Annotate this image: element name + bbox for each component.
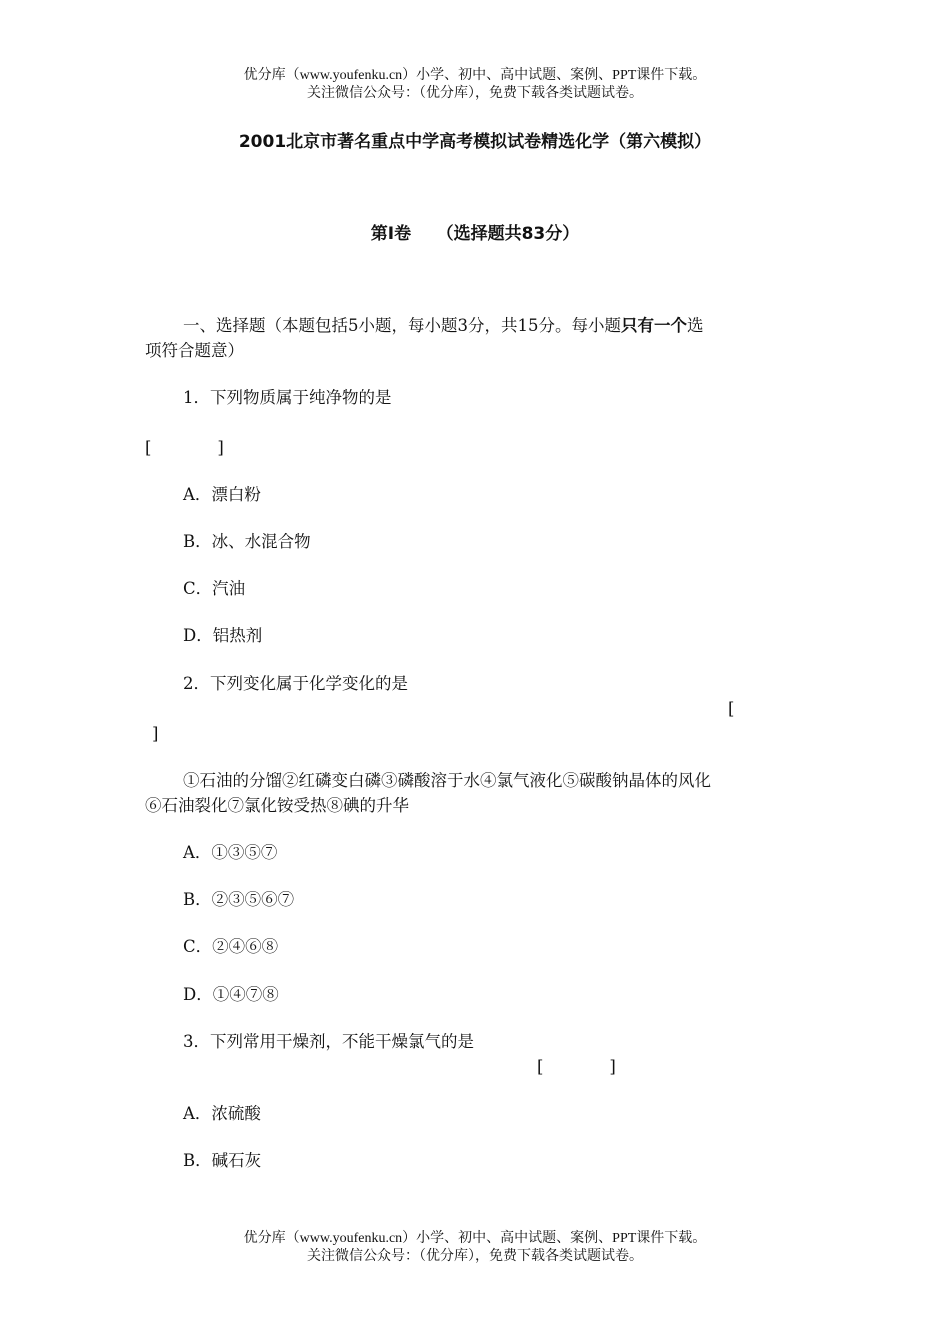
- header-line-1: 优分库（www.youfenku.cn）小学、初中、高中试题、案例、PPT课件下载。: [243, 68, 707, 83]
- question-2-bracket-close: ]: [152, 724, 159, 743]
- question-1-option-d: D．铝热剂: [183, 626, 263, 645]
- question-2-detail-line-2: ⑥石油裂化⑦氯化铵受热⑧碘的升华: [145, 796, 409, 815]
- question-1-option-a: A．漂白粉: [183, 485, 261, 504]
- question-3-option-b: B．碱石灰: [183, 1151, 262, 1170]
- instructions-text-end: 选: [687, 316, 704, 335]
- footer-line-1: 优分库（www.youfenku.cn）小学、初中、高中试题、案例、PPT课件下载。: [243, 1231, 707, 1246]
- question-2-detail-line-1: ①石油的分馏②红磷变白磷③磷酸溶于水④氯气液化⑤碳酸钠晶体的风化: [183, 771, 711, 790]
- instructions-line-1: [183, 314, 704, 338]
- footer-line-2: 关注微信公众号：（优分库），免费下载各类试题试卷。: [307, 1249, 643, 1264]
- exam-title: 2001北京市著名重点中学高考模拟试卷精选化学（第六模拟）: [238, 132, 712, 152]
- instructions-emphasis: 只有一个: [621, 316, 687, 335]
- question-1-stem: 1．下列物质属于纯净物的是: [183, 388, 392, 407]
- question-1-answer-bracket: [ ]: [145, 438, 224, 457]
- question-3-stem: 3．下列常用干燥剂，不能干燥氯气的是: [183, 1032, 474, 1051]
- question-2-option-c: C．②④⑥⑧: [183, 937, 279, 956]
- question-2-bracket-open: [: [728, 699, 735, 718]
- question-3-answer-bracket: [ ]: [537, 1057, 616, 1076]
- question-2-option-a: A．①③⑤⑦: [183, 843, 278, 862]
- instructions-text: 一、选择题（本题包括5小题，每小题3分，共15分。每小题: [183, 316, 621, 335]
- question-1-option-b: B．冰、水混合物: [183, 532, 311, 551]
- question-1-option-c: C．汽油: [183, 579, 246, 598]
- question-3-option-a: A．浓硫酸: [183, 1104, 261, 1123]
- instructions-line-2: 项符合题意）: [145, 341, 244, 360]
- header-line-2: 关注微信公众号：（优分库），免费下载各类试题试卷。: [307, 86, 643, 101]
- section-title: 第Ⅰ卷 （选择题共83分）: [370, 224, 580, 244]
- question-2-option-b: B．②③⑤⑥⑦: [183, 890, 295, 909]
- question-2-stem: 2．下列变化属于化学变化的是: [183, 674, 408, 693]
- question-2-option-d: D．①④⑦⑧: [183, 985, 279, 1004]
